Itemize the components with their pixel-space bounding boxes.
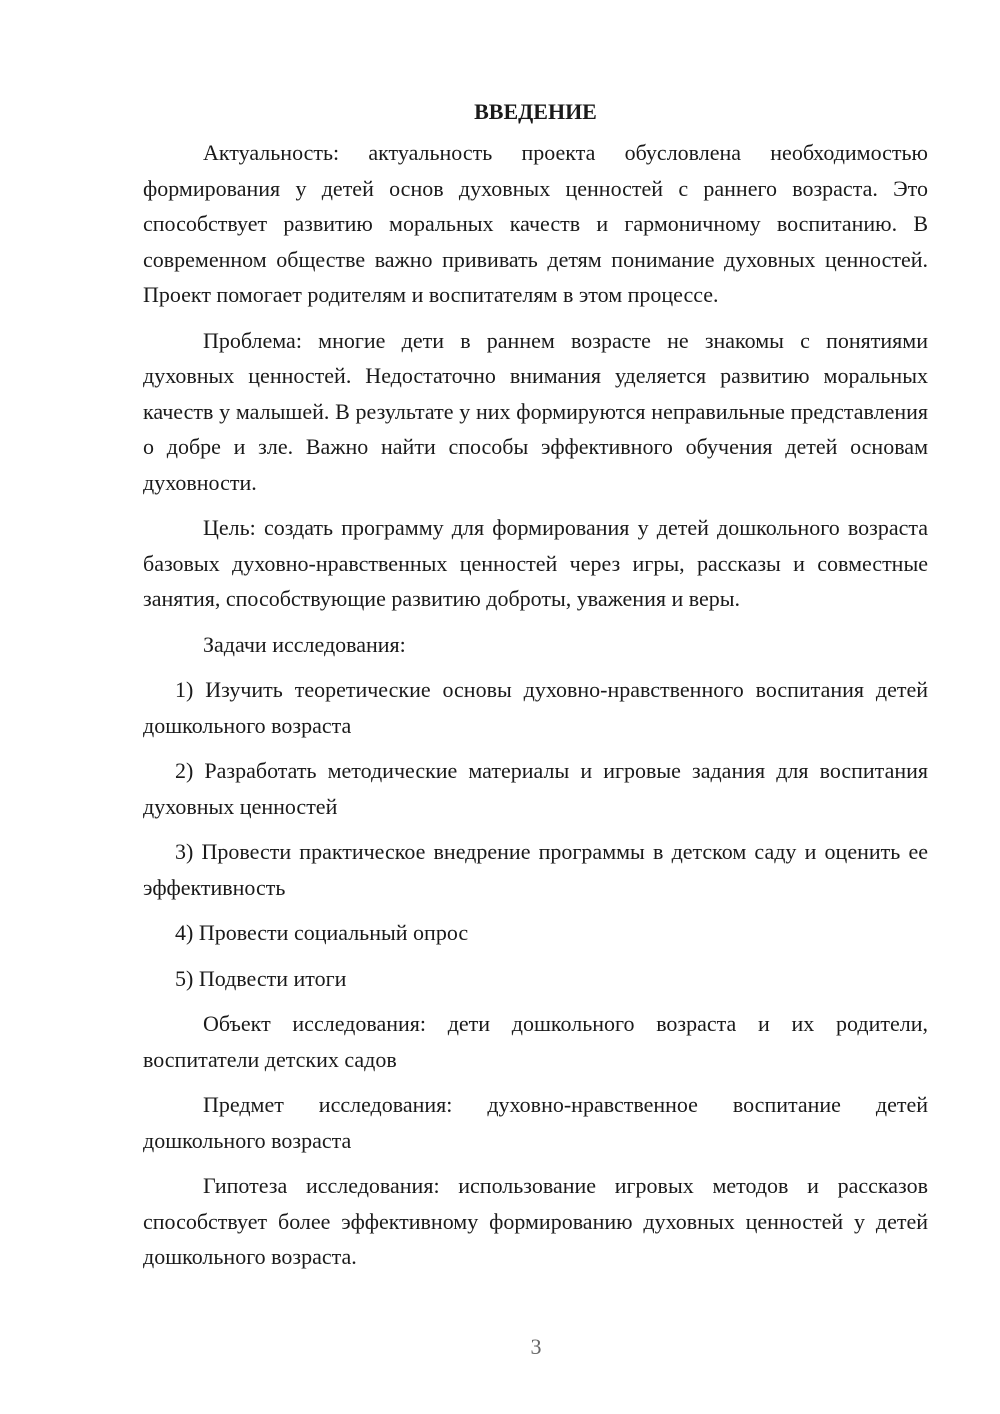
paragraph-relevance: Актуальность: актуальность проекта обусловлена необходимостью формирования у детей основ духовных ценностей с раннего возраста. Это способствует развитию моральных качеств и гармоничному воспитанию. В современном обществе важно прививать детям понимание духовных ценностей. Проект помогает родителям и воспитателям в этом процессе.	[143, 140, 928, 307]
paragraph-object: Объект исследования: дети дошкольного возраста и их родители, воспитатели детских садов	[143, 1011, 928, 1072]
paragraph-goal: Цель: создать программу для формирования у детей дошкольного возраста базовых духовно-нравственных ценностей через игры, рассказы и совместные занятия, способствующие развитию доброты, уважения и веры.	[143, 515, 928, 611]
paragraph-problem: Проблема: многие дети в раннем возрасте не знакомы с понятиями духовных ценностей. Недостаточно внимания уделяется развитию моральных качеств у малышей. В результате у них формируются неправильные представления о добре и зле. Важно найти способы эффективного обучения детей основам духовности.	[143, 327, 928, 495]
task-item-1: 1) Изучить теоретические основы духовно-нравственного воспитания детей дошкольного возраста	[143, 677, 928, 738]
tasks-heading: Задачи исследования:	[203, 631, 406, 657]
page-title: ВВЕДЕНИЕ	[474, 99, 597, 124]
task-item-3: 3) Провести практическое внедрение программы в детском саду и оценить ее эффективность	[143, 839, 928, 900]
paragraph-subject: Предмет исследования: духовно-нравственное воспитание детей дошкольного возраста	[143, 1092, 928, 1153]
page-number: 3	[530, 1334, 542, 1359]
task-item-4: 4) Провести социальный опрос	[175, 920, 469, 945]
paragraph-hypothesis: Гипотеза исследования: использование игровых методов и рассказов способствует более эффективному формированию духовных ценностей у детей дошкольного возраста.	[143, 1173, 928, 1269]
task-item-2: 2) Разработать методические материалы и игровые задания для воспитания духовных ценностей	[143, 758, 928, 819]
page-content	[143, 94, 928, 1285]
task-item-5: 5) Подвести итоги	[175, 965, 347, 991]
tasks-list	[143, 672, 928, 996]
